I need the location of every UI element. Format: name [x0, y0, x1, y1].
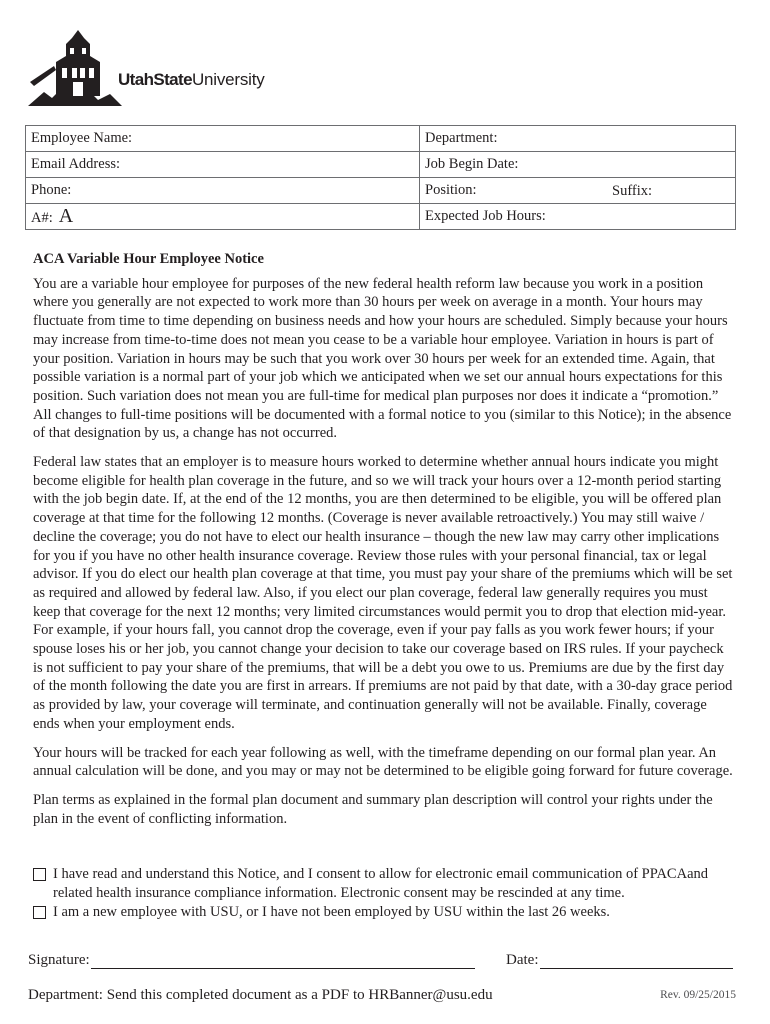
a-number-value: A [58, 205, 74, 227]
consent-electronic-label: I have read and understand this Notice, and I consent to allow for electronic email communication of PPACAand related health insurance compliance information. Electronic consent may be rescinded at any time. [53, 866, 709, 901]
phone-field[interactable]: Phone: [26, 178, 420, 204]
job-begin-date-field[interactable]: Job Begin Date: [420, 152, 736, 178]
notice-paragraph-4: Plan terms as explained in the formal plan document and summary plan description will control your rights under the plan in the event of conflicting information. [33, 791, 713, 827]
a-number-field[interactable]: A#: A [26, 204, 420, 230]
old-main-tower-icon [26, 26, 286, 112]
consent-checkboxes [33, 865, 733, 922]
notice-paragraph-2: Federal law states that an employer is to measure hours worked to determine whether annual hours indicate you might become eligible for health plan coverage in the future, and so we will track your hours over a 12-month period starting with the job begin date. If, at the end of the 12 months, you are then determined to be eligible, you will be offered plan coverage at that time for the following 12 months. (Coverage is never available retroactively.) You may still waive / decline the coverage; you do not have to elect our health insurance – though the new law may carry other implications for you if you have no other health insurance coverage. Review those rules with your personal financial, tax or legal advisor. If you do elect our health plan coverage at that time, you must pay your share of the premiums which will be set as required and allowed by federal law. Also, if you elect our plan coverage, federal law generally requires you must keep that coverage for the next 12 months; very limited circumstances would permit you to drop that election mid-year. For example, if your hours fall, you cannot drop the coverage, even if your pay falls as you work fewer hours; if your spouse loses his or her job, you cannot change your decision to take our coverage based on IRS rules. If your paycheck is not sufficient to pay your share of the premiums, that will be a debt you owe to us. Premiums are due by the first day of the month following the date you are first in arrears. If premiums are not paid by that date, with a 30-day grace period as provided by law, your coverage will terminate, and continuation generally will not be available. Finally, coverage ends when your employment ends. [33, 454, 733, 732]
date-label: Date: [506, 952, 539, 968]
footer-instruction: Department: Send this completed document as a PDF to HRBanner@usu.edu [28, 987, 493, 1003]
new-employee-checkbox[interactable] [33, 906, 46, 919]
signature-line[interactable] [91, 968, 475, 969]
position-field[interactable]: Position: [420, 178, 736, 204]
expected-job-hours-field[interactable]: Expected Job Hours: [420, 204, 736, 230]
date-line[interactable] [540, 968, 733, 969]
notice-paragraph-1: You are a variable hour employee for purposes of the new federal health reform law because you work in a position where you generally are not expected to work more than 30 hours per week on average in a month. Your hours may fluctuate from time to time depending on business needs and how your hours are scheduled. Simply because your hours may increase from time-to-time does not mean you cease to be a variable hour employee. Variation in hours is part of your position. Variation in hours may be such that you work over 30 hours per week for an extended time. Again, that possible variation is a normal part of your job which we anticipated when we set our annual hours expectations for this position. Such variation does not mean you are full-time for medical plan purposes nor does it indicate a “promotion.” All changes to full-time positions will be documented with a formal notice to you (similar to this Notice); in the absence of that designation by us, a change has not occurred. [33, 275, 732, 442]
signature-label: Signature: [28, 952, 90, 968]
new-employee-row [33, 903, 733, 922]
consent-electronic-row [33, 865, 733, 903]
suffix-field[interactable]: Suffix: [612, 183, 653, 199]
consent-electronic-checkbox[interactable] [33, 868, 46, 881]
notice-title: ACA Variable Hour Employee Notice [33, 251, 264, 267]
email-address-field[interactable]: Email Address: [26, 152, 420, 178]
new-employee-label: I am a new employee with USU, or I have not been employed by USU within the last 26 weeks. [53, 904, 610, 920]
usu-logo [26, 26, 286, 112]
notice-body [33, 250, 733, 838]
university-name: UtahStateUniversity [118, 70, 265, 89]
employee-name-field[interactable]: Employee Name: [26, 126, 420, 152]
notice-paragraph-3: Your hours will be tracked for each year following as well, with the timeframe depending on our formal plan year. An annual calculation will be done, and you may or may not be determined to be eligible going forward for future coverage. [33, 744, 733, 780]
employee-info-table [25, 125, 736, 230]
revision-date: Rev. 09/25/2015 [660, 989, 736, 1001]
department-field[interactable]: Department: [420, 126, 736, 152]
